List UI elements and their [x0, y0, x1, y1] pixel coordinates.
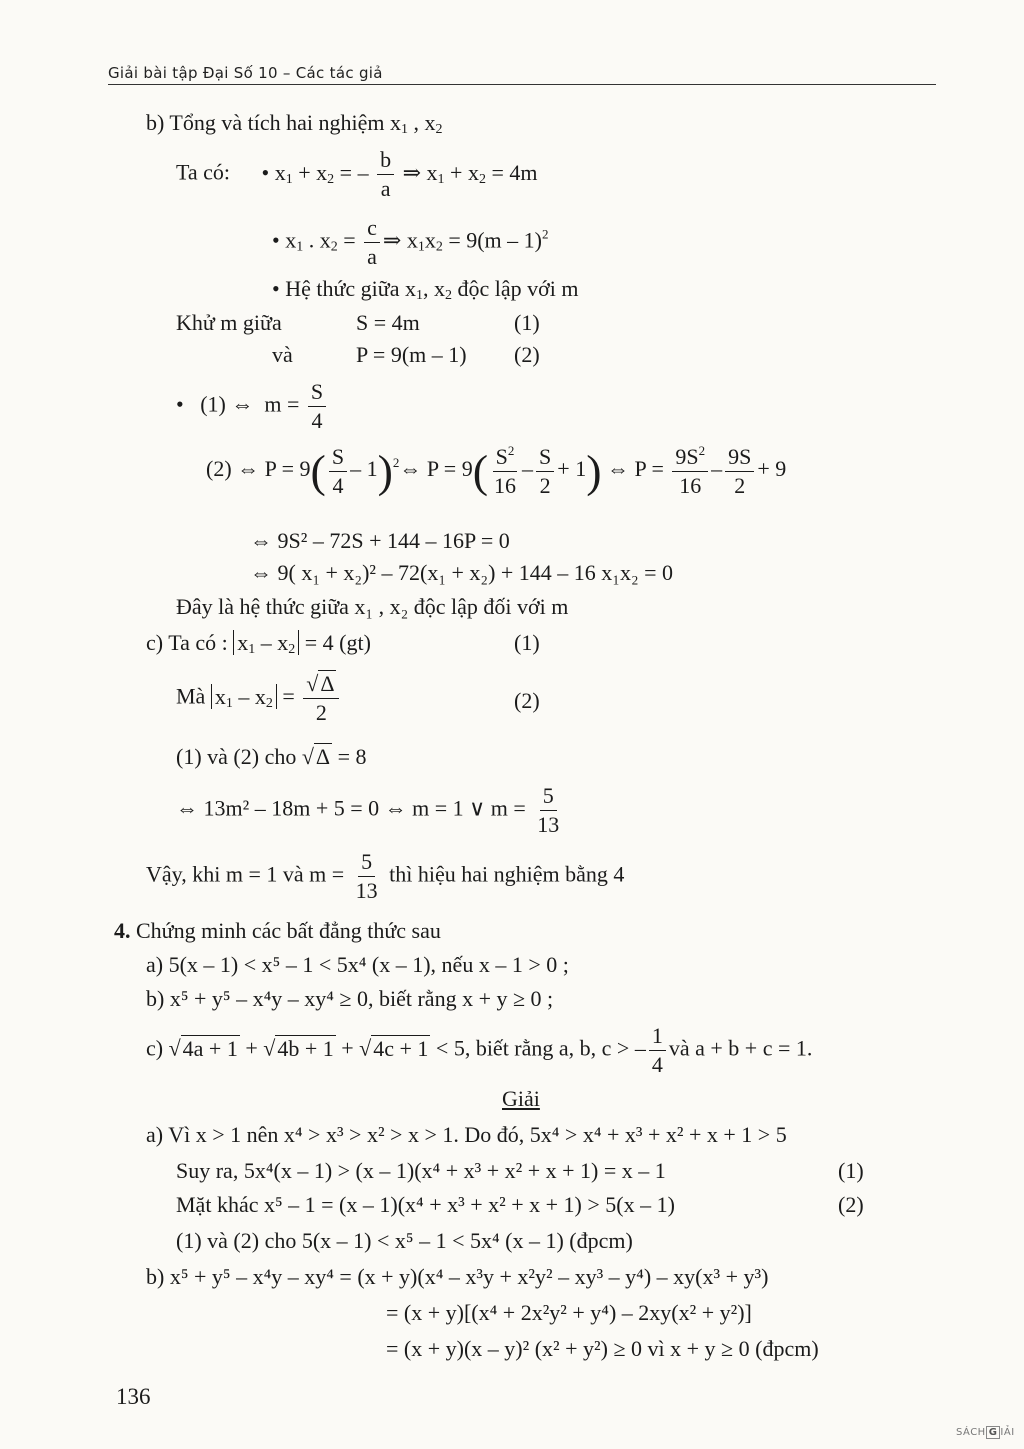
- solution-a2: Suy ra, 5x⁴(x – 1) > (x – 1)(x⁴ + x³ + x² + x + 1) = x – 1: [176, 1158, 666, 1183]
- watermark-logo: SÁCH G IẢI: [956, 1427, 1015, 1438]
- exercise-4b: b) x⁵ + y⁵ – x⁴y – xy⁴ ≥ 0, biết rằng x + y ≥ 0 ;: [146, 986, 554, 1011]
- tag-2: (2): [514, 342, 540, 367]
- and-label: và: [272, 342, 293, 367]
- solution-b1: b) x⁵ + y⁵ – x⁴y – xy⁴ = (x + y)(x⁴ – x³y + x²y² – xy³ – y⁴) – xy(x³ + y³): [146, 1264, 769, 1289]
- eliminate-m-label: Khử m giữa: [176, 310, 282, 335]
- page-header-title: Giải bài tập Đại Số 10 – Các tác giả: [108, 64, 383, 82]
- exercise-4c: c) √4a + 1 + √4b + 1 + √4c + 1 < 5, biết rằng a, b, c > – $\frac{1}{4}$ và a + b + c = 1.: [146, 1023, 813, 1078]
- eq-9x: ⇔ 9( x₁ + x₂)² – 72(x₁ + x₂) + 144 – 16 x₁x₂ = 0: [250, 560, 674, 585]
- tag-c1: (1): [514, 630, 540, 655]
- solution-heading: Giải: [502, 1086, 540, 1111]
- solution-a3: Mặt khác x⁵ – 1 = (x – 1)(x⁴ + x³ + x² + x + 1) > 5(x – 1): [176, 1192, 675, 1217]
- eq-9s: ⇔ 9S² – 72S + 144 – 16P = 0: [250, 528, 510, 553]
- relation-heading: • Hệ thức giữa $x_1$, $x_2$ độc lập với m: [272, 276, 579, 303]
- product-line: • $x_1$ . $x_2$ = $\frac{c}{a}$ ⇒ $x_1x_2 = 9(m - 1)^2$: [272, 215, 549, 270]
- diff-formula: Mà $x_1 - x_2$ = $\frac{√\Delta}{2}$: [176, 672, 342, 725]
- tag-c2: (2): [514, 688, 540, 713]
- solution-a4: (1) và (2) cho 5(x – 1) < x⁵ – 1 < 5x⁴ (x – 1) (đpcm): [176, 1228, 633, 1253]
- p-equation: P = 9(m – 1): [356, 342, 467, 367]
- tag-1: (1): [514, 310, 540, 335]
- quadratic-m: ⇔ 13m² – 18m + 5 = 0 ⇔ m = 1 ∨ m = $\frac{5}{13}$: [176, 783, 560, 838]
- p-expansion: (2) ⇔ P = 9( $\frac{S}{4}$ – 1)$^2$⇔ P = 9( $\frac{S^2}{16}$ – $\frac{S}{2}$ + 1) ⇔ P = $\frac{9S^2}{16}$ – $\frac{9S}{2}$ + 9: [206, 443, 787, 499]
- sum-line: Ta có: • $x_1 + x_2$ = – $\frac{b}{a}$ ⇒ $x_1 + x_2 = 4m$: [176, 147, 538, 202]
- s-equation: S = 4m: [356, 310, 420, 335]
- solution-b2: = (x + y)[(x⁴ + 2x²y² + y⁴) – 2xy(x² + y²)]: [386, 1300, 752, 1325]
- exercise-4-title: 4. Chứng minh các bất đẳng thức sau: [114, 918, 441, 943]
- m-from-s: • (1) ⇔ m = $\frac{S}{4}$: [176, 380, 329, 433]
- page-number: 136: [116, 1384, 151, 1409]
- sqrt-delta: (1) và (2) cho √Δ = 8: [176, 744, 367, 769]
- header-rule: [108, 84, 936, 85]
- part-b-title: b) Tổng và tích hai nghiệm $x_1$ , $x_2$: [146, 110, 443, 137]
- conclusion-b: Đây là hệ thức giữa x₁ , x₂ độc lập đối với m: [176, 594, 569, 619]
- conclusion-c: Vậy, khi m = 1 và m = $\frac{5}{13}$ thì hiệu hai nghiệm bằng 4: [146, 849, 625, 904]
- exercise-4a: a) 5(x – 1) < x⁵ – 1 < 5x⁴ (x – 1), nếu x – 1 > 0 ;: [146, 952, 569, 977]
- tag-a1: (1): [838, 1158, 864, 1183]
- solution-b3: = (x + y)(x – y)² (x² + y²) ≥ 0 vì x + y ≥ 0 (đpcm): [386, 1336, 819, 1361]
- tag-a2: (2): [838, 1192, 864, 1217]
- solution-a1: a) Vì x > 1 nên x⁴ > x³ > x² > x > 1. Do đó, 5x⁴ > x⁴ + x³ + x² + x + 1 > 5: [146, 1122, 787, 1147]
- part-c-given: c) Ta có : $x_1 - x_2 = 4$ (gt): [146, 630, 371, 657]
